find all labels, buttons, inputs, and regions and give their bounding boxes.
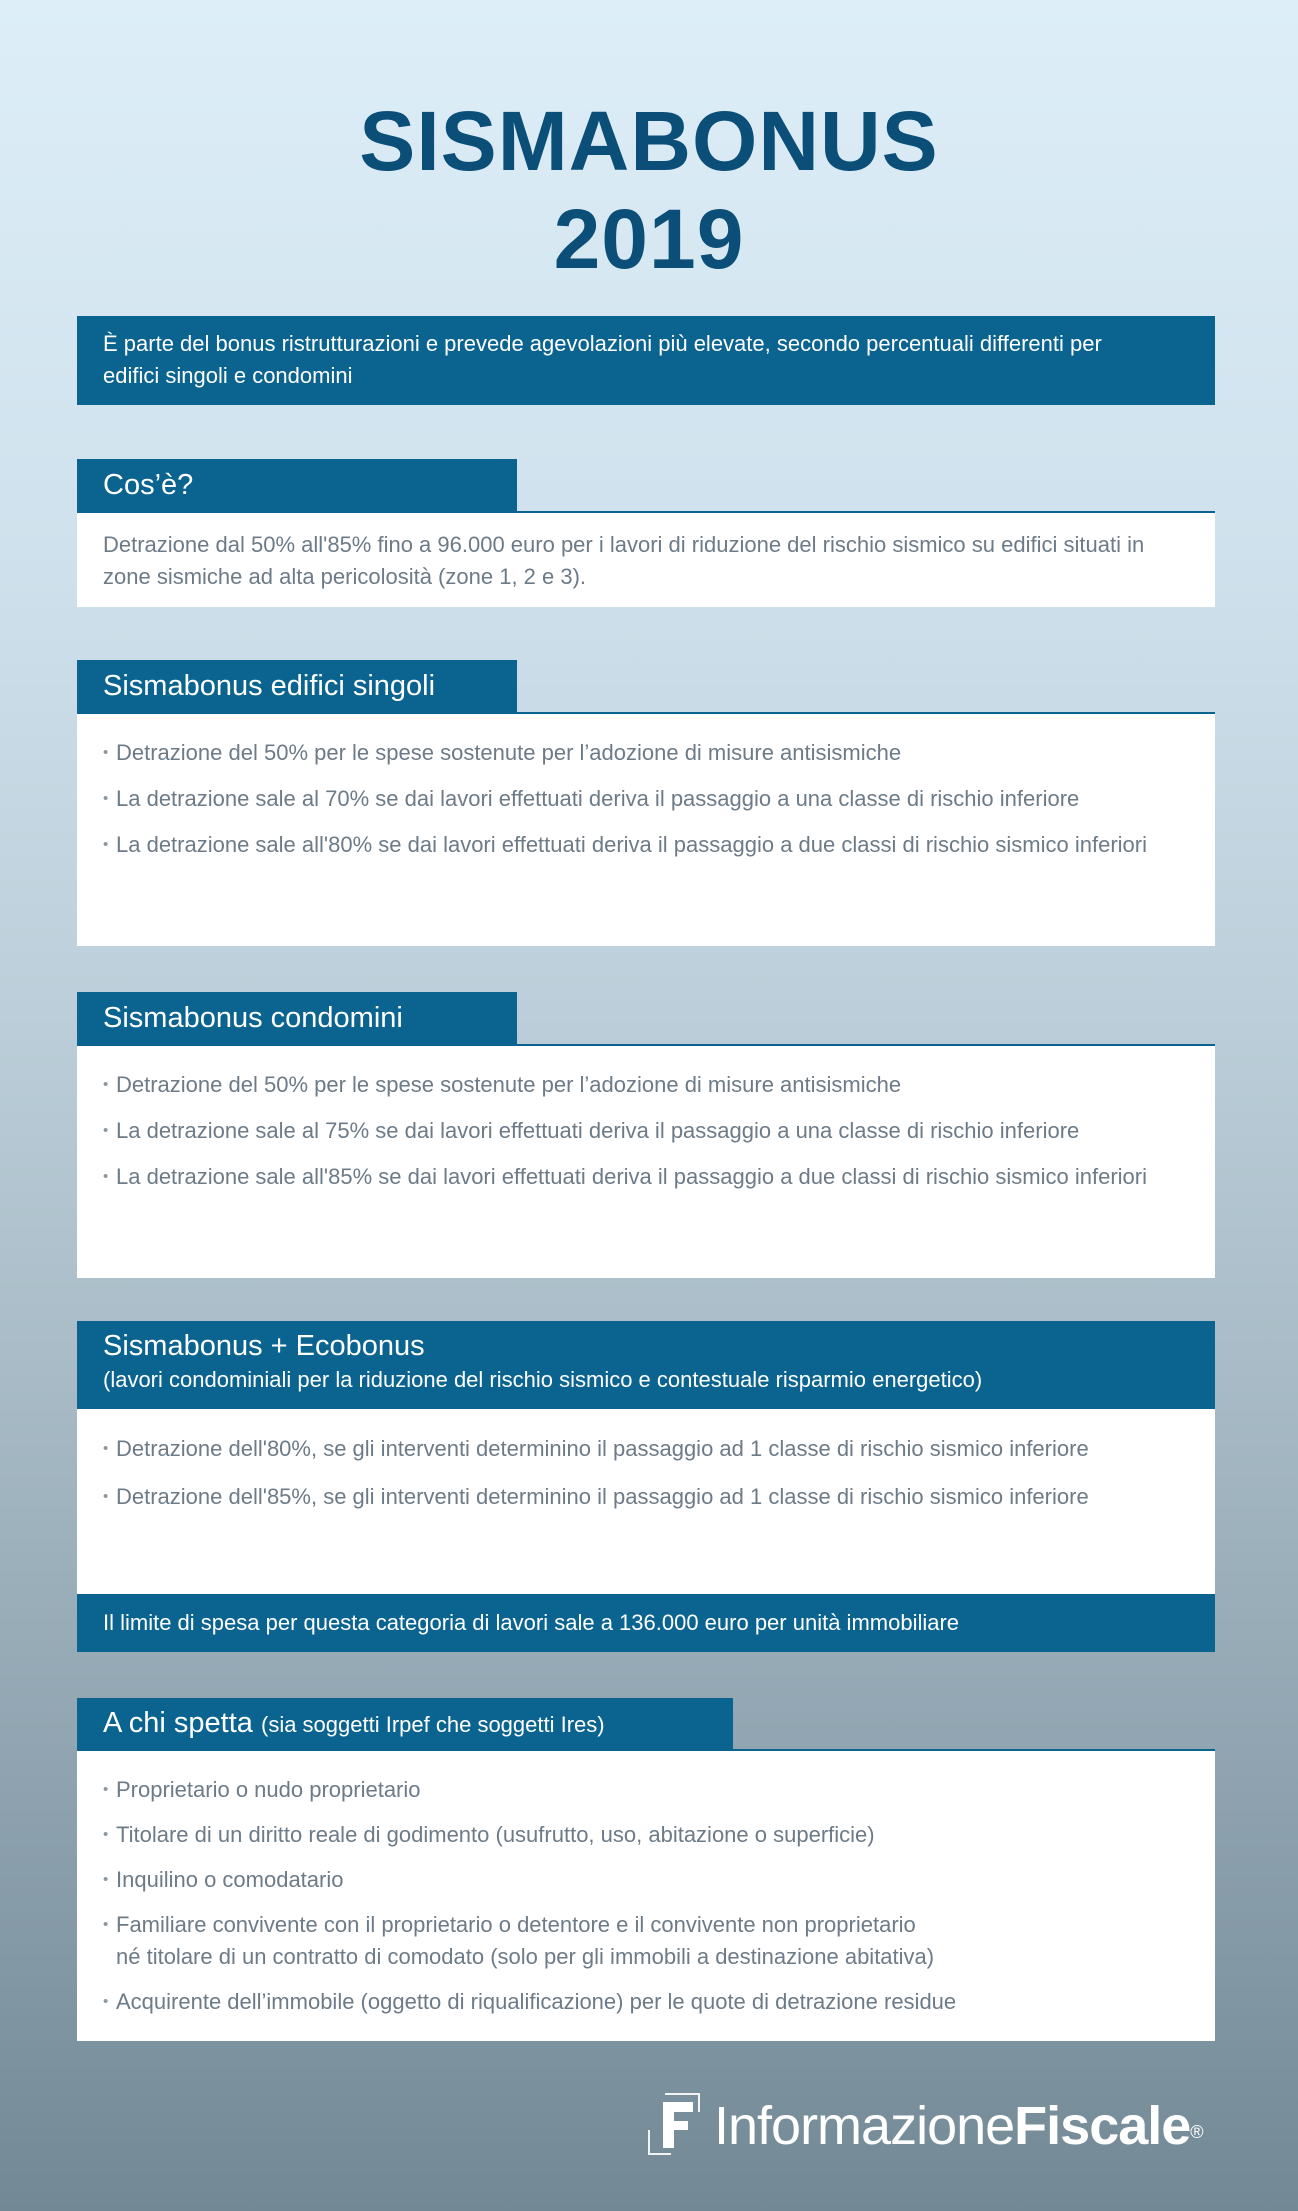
ecobonus-list — [103, 1433, 1175, 1513]
section-condomini — [77, 992, 1215, 1278]
ecobonus-subtitle: (lavori condominiali per la riduzione del rischio sismico e contestuale risparmio energetico) — [103, 1367, 983, 1392]
list-item — [103, 1909, 1175, 1973]
section-edifici-singoli — [77, 660, 1215, 946]
list-item-line-2: né titolare di un contratto di comodato (solo per gli immobili a destinazione abitativa) — [116, 1944, 935, 1969]
title-line-2: 2019 — [553, 192, 745, 286]
list-item: • Titolare di un diritto reale di godimento (usufrutto, uso, abitazione o superficie) — [103, 1819, 1175, 1851]
condomini-list — [103, 1069, 1175, 1193]
logo-text-light: Informazione — [714, 2096, 1015, 2156]
list-item: • Detrazione del 50% per le spese sostenute per l’adozione di misure antisismiche — [103, 1069, 1175, 1101]
section-a-chi-spetta-body — [77, 1749, 1215, 2041]
page-title — [0, 92, 1298, 288]
section-cose-body: Detrazione dal 50% all'85% fino a 96.000 euro per i lavori di riduzione del rischio sismico su edifici situati in zone sismiche ad alta pericolosità (zone 1, 2 e 3). — [77, 511, 1215, 607]
section-cose-heading: Cos’è? — [77, 459, 517, 511]
list-item: • Inquilino o comodatario — [103, 1864, 1175, 1896]
list-item-line-1: • Familiare convivente con il proprietario o detentore e il convivente non proprietario — [116, 1912, 916, 1937]
a-chi-spetta-subtitle: (sia soggetti Irpef che soggetti Ires) — [261, 1712, 605, 1737]
section-ecobonus-heading — [77, 1321, 1215, 1409]
a-chi-spetta-list — [103, 1774, 1175, 2018]
list-item: • La detrazione sale all'85% se dai lavori effettuati deriva il passaggio a due classi di rischio sismico inferiori — [103, 1161, 1175, 1193]
intro-banner: È parte del bonus ristrutturazioni e prevede agevolazioni più elevate, secondo percentuali differenti per edifici singoli e condomini — [77, 316, 1215, 405]
list-item: • La detrazione sale al 75% se dai lavori effettuati deriva il passaggio a una classe di rischio inferiore — [103, 1115, 1175, 1147]
list-item: • Acquirente dell’immobile (oggetto di riqualificazione) per le quote di detrazione residue — [103, 1986, 1175, 2018]
list-item: • La detrazione sale all'80% se dai lavori effettuati deriva il passaggio a due classi di rischio sismico inferiori — [103, 829, 1175, 861]
list-item: • Detrazione dell'85%, se gli interventi determinino il passaggio ad 1 classe di rischio sismico inferiore — [103, 1481, 1175, 1513]
logo-mark-icon — [645, 2090, 705, 2158]
section-a-chi-spetta — [77, 1698, 1215, 2041]
section-condomini-heading: Sismabonus condomini — [77, 992, 517, 1044]
section-cose — [77, 459, 1215, 607]
list-item: • Detrazione dell'80%, se gli interventi determinino il passaggio ad 1 classe di rischio sismico inferiore — [103, 1433, 1175, 1465]
section-condomini-body — [77, 1044, 1215, 1278]
list-item: • Detrazione del 50% per le spese sostenute per l’adozione di misure antisismiche — [103, 737, 1175, 769]
title-line-1: SISMABONUS — [359, 94, 939, 188]
logo-registered-mark: ® — [1190, 2122, 1204, 2142]
list-item: • La detrazione sale al 70% se dai lavori effettuati deriva il passaggio a una classe di rischio inferiore — [103, 783, 1175, 815]
section-edifici-singoli-body — [77, 712, 1215, 946]
list-item: • Proprietario o nudo proprietario — [103, 1774, 1175, 1806]
section-ecobonus-body — [77, 1409, 1215, 1594]
a-chi-spetta-title: A chi spetta — [103, 1707, 253, 1739]
logo-text-bold: Fiscale — [1014, 2096, 1191, 2156]
ecobonus-title: Sismabonus + Ecobonus — [103, 1330, 425, 1362]
section-a-chi-spetta-heading — [77, 1698, 733, 1749]
edifici-singoli-list — [103, 737, 1175, 861]
section-ecobonus — [77, 1321, 1215, 1652]
logo-wordmark — [714, 2096, 1204, 2156]
ecobonus-note-banner: Il limite di spesa per questa categoria di lavori sale a 136.000 euro per unità immobiliare — [77, 1594, 1215, 1652]
section-edifici-singoli-heading: Sismabonus edifici singoli — [77, 660, 517, 712]
